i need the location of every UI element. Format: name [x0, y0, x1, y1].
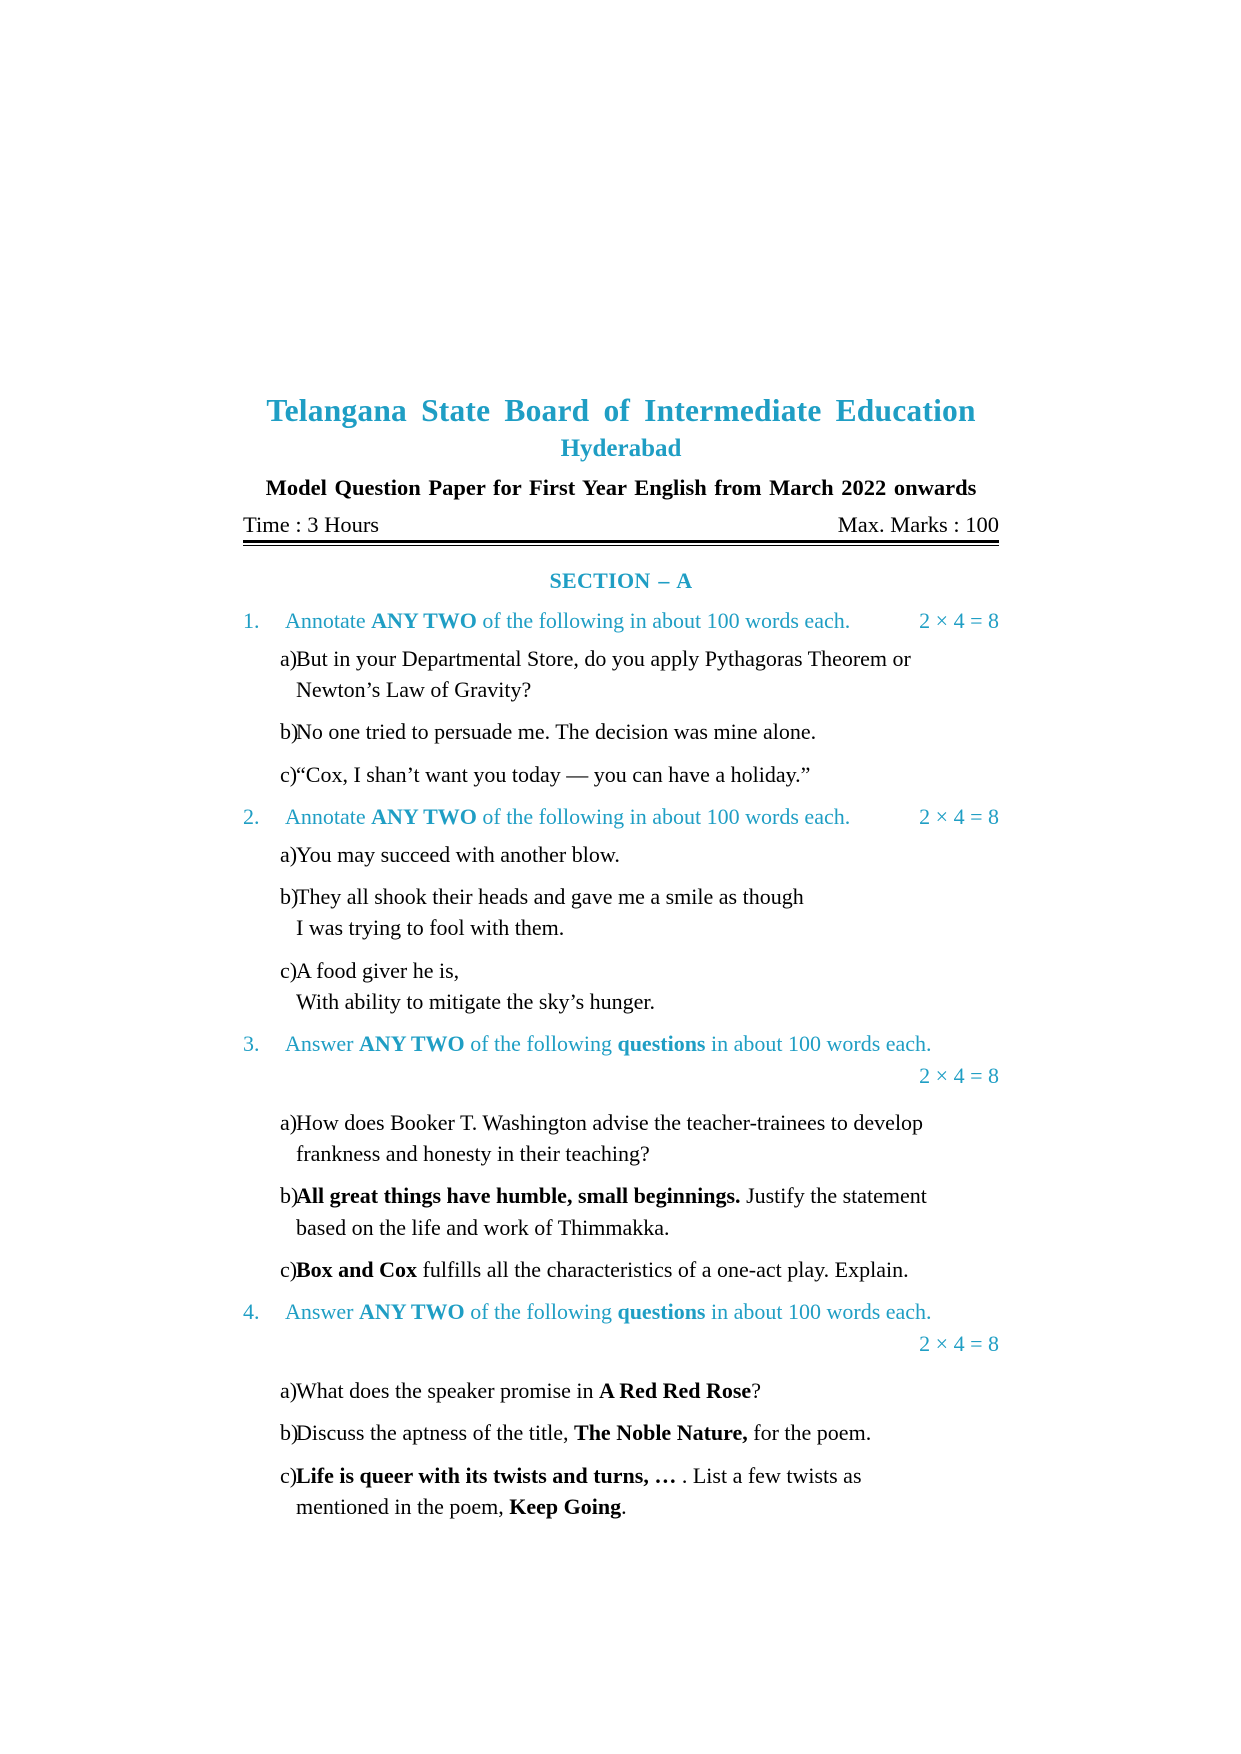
sub-text: “Cox, I shan’t want you today — you can have a holiday.” [296, 761, 811, 787]
sub-text [296, 1417, 999, 1448]
sub-line-2: frankness and honesty in their teaching? [296, 1141, 650, 1167]
question-text-3 [285, 1031, 999, 1057]
document-content [243, 392, 999, 1522]
question-text-4 [285, 1299, 999, 1325]
sub-line-2: Newton’s Law of Gravity? [296, 677, 532, 703]
lead-bold-4: ANY TWO [358, 1299, 465, 1325]
sub-label: c) [280, 1256, 298, 1282]
question-text-2 [285, 804, 895, 830]
sub-label: b) [280, 719, 299, 745]
paper-subtitle: Model Question Paper for First Year English from March 2022 onwards [265, 474, 977, 500]
sub-label: a) [280, 841, 298, 867]
board-title: Telangana State Board of Intermediate Education [266, 393, 976, 428]
sub-bold-1: All great things have humble, small beginnings. [296, 1183, 741, 1209]
question-text-1 [285, 608, 895, 634]
question-marks-3: 2 × 4 = 8 [919, 1063, 999, 1089]
sub-text [296, 1375, 999, 1406]
section-heading: SECTION – A [549, 567, 693, 593]
list-item [243, 716, 999, 747]
list-item [243, 643, 999, 705]
sub-items-1 [243, 643, 999, 790]
sub-text [296, 881, 999, 943]
sub-line-2: With ability to mitigate the sky’s hunger. [296, 988, 656, 1014]
sub-text [296, 1180, 999, 1242]
question-marks-2: 2 × 4 = 8 [919, 803, 999, 829]
header-divider [243, 540, 999, 546]
sub-text: No one tried to persuade me. The decision was mine alone. [296, 719, 817, 745]
list-item [243, 1107, 999, 1169]
sub-line2-bold: Keep Going [509, 1493, 622, 1519]
sub-post-1: ? [751, 1378, 761, 1404]
lead-pre-3: Answer [285, 1031, 359, 1057]
sub-text: You may succeed with another blow. [296, 841, 620, 867]
sub-line-1: fulfills all the characteristics of a one-act play. Explain. [417, 1256, 909, 1282]
question-block-4 [243, 1299, 999, 1522]
lead-mid-3: of the following [464, 1031, 618, 1057]
list-item [243, 1375, 999, 1406]
sub-text [296, 1460, 999, 1522]
list-item [243, 1254, 999, 1285]
list-item [243, 1180, 999, 1242]
question-lead-2 [243, 804, 999, 830]
sub-label: b) [280, 1183, 299, 1209]
lead-post-4: in about 100 words each. [705, 1299, 932, 1325]
lead-post-1: of the following in about 100 words each. [476, 607, 851, 633]
lead-pre-2: Annotate [285, 803, 372, 829]
sub-text [296, 955, 999, 1017]
lead-bold2-3: questions [617, 1031, 706, 1057]
sub-line-2: based on the life and work of Thimmakka. [296, 1214, 670, 1240]
sub-line-1: . List a few twists as [676, 1462, 862, 1488]
list-item [243, 839, 999, 870]
sub-label: c) [280, 761, 298, 787]
sub-line-1: A food giver he is, [296, 957, 460, 983]
exam-max-marks: Max. Marks : 100 [837, 511, 999, 537]
lead-bold2-4: questions [617, 1299, 706, 1325]
list-item [243, 1417, 999, 1448]
question-number-3: 3. [243, 1031, 260, 1057]
question-number-1: 1. [243, 607, 260, 633]
sub-text [296, 643, 999, 705]
sub-line-2: I was trying to fool with them. [296, 915, 565, 941]
question-lead-4 [243, 1299, 999, 1325]
sub-line-1: How does Booker T. Washington advise the teacher-trainees to develop [296, 1110, 924, 1136]
list-item [243, 1460, 999, 1522]
list-item [243, 955, 999, 1017]
question-marks-1: 2 × 4 = 8 [919, 607, 999, 633]
list-item [243, 881, 999, 943]
sub-text [296, 1107, 999, 1169]
sub-label: a) [280, 645, 298, 671]
list-item [243, 759, 999, 790]
sub-bold-1: A Red Red Rose [599, 1378, 752, 1404]
exam-time: Time : 3 Hours [243, 511, 380, 537]
sub-post-1: for the poem. [747, 1420, 872, 1446]
sub-label: c) [280, 1462, 298, 1488]
question-lead-3 [243, 1031, 999, 1057]
sub-bold-1: Box and Cox [296, 1256, 418, 1282]
sub-items-4 [243, 1375, 999, 1522]
question-number-4: 4. [243, 1299, 260, 1325]
sub-label: a) [280, 1110, 298, 1136]
sub-line2-pre: mentioned in the poem, [296, 1493, 510, 1519]
question-block-3 [243, 1031, 999, 1285]
exam-meta-row [243, 512, 999, 540]
sub-items-3 [243, 1107, 999, 1285]
lead-bold-3: ANY TWO [358, 1031, 465, 1057]
sub-label: b) [280, 1420, 299, 1446]
sub-items-2 [243, 839, 999, 1017]
sub-label: c) [280, 957, 298, 983]
lead-bold-2: ANY TWO [371, 803, 477, 829]
sub-line-1: But in your Departmental Store, do you apply Pythagoras Theorem or [296, 645, 911, 671]
sub-label: a) [280, 1378, 298, 1404]
lead-pre-1: Annotate [285, 607, 372, 633]
lead-bold-1: ANY TWO [371, 607, 477, 633]
sub-pre-1: Discuss the aptness of the title, [296, 1420, 575, 1446]
board-city: Hyderabad [560, 435, 682, 463]
lead-pre-4: Answer [285, 1299, 359, 1325]
question-block-2 [243, 804, 999, 1017]
sub-line-1: They all shook their heads and gave me a smile as though [296, 884, 804, 910]
lead-post-3: in about 100 words each. [705, 1031, 932, 1057]
sub-bold-1: The Noble Nature, [574, 1420, 748, 1446]
sub-line-1: Justify the statement [740, 1183, 927, 1209]
question-lead-1 [243, 608, 999, 634]
sub-pre-1: What does the speaker promise in [296, 1378, 600, 1404]
sub-bold-1: Life is queer with its twists and turns, … [296, 1462, 677, 1488]
sub-label: b) [280, 884, 299, 910]
question-number-2: 2. [243, 803, 260, 829]
question-marks-4: 2 × 4 = 8 [919, 1331, 999, 1357]
lead-mid-4: of the following [464, 1299, 618, 1325]
lead-post-2: of the following in about 100 words each. [476, 803, 851, 829]
question-block-1 [243, 608, 999, 790]
sub-line2-post: . [621, 1493, 627, 1519]
sub-text [296, 1254, 999, 1285]
